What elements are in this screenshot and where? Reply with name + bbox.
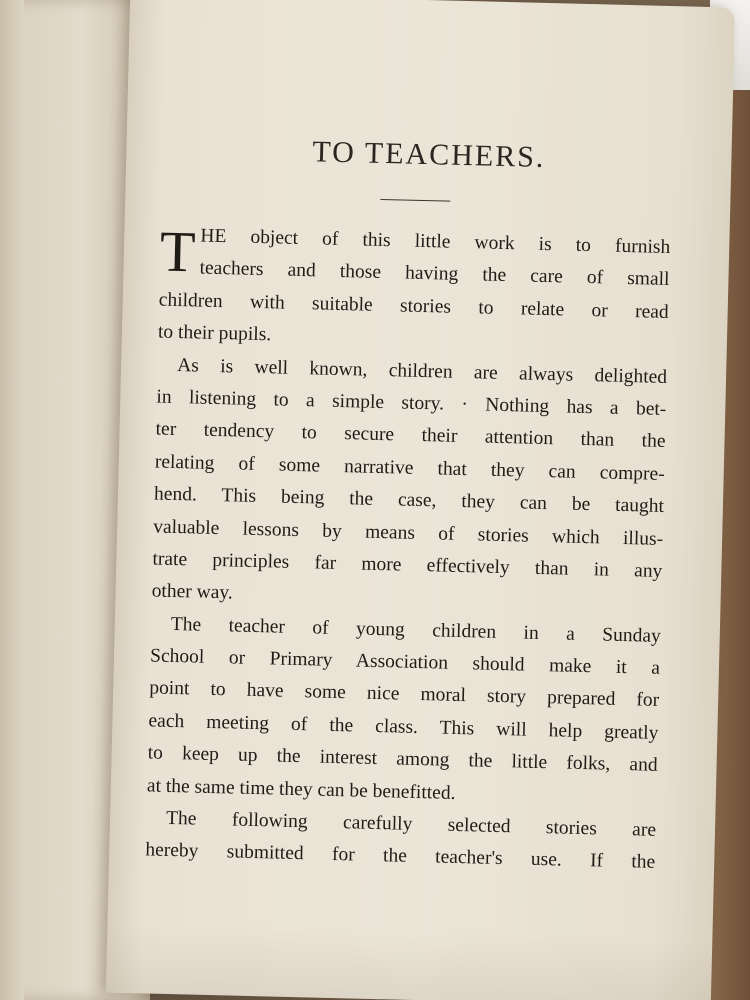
text-line: children with suitable stories to relate or read	[158, 289, 669, 323]
text-line: valuable lessons by means of stories which illus-	[153, 515, 664, 550]
paragraph-3	[147, 608, 662, 815]
text-line: each meeting of the class. This will help greatly	[148, 710, 659, 744]
text-line: other way.	[151, 580, 233, 604]
text-line: in listening to a simple story. · Nothing has a bet-	[156, 386, 667, 420]
text-line: trate principles far more effectively than in any	[152, 548, 663, 582]
text-line: School or Primary Association should make it a	[149, 645, 661, 679]
heading-divider	[380, 199, 450, 202]
text-line: hereby submitted for the teacher's use. If the	[145, 839, 656, 874]
drop-cap: T	[159, 218, 197, 285]
text-line: teachers and those having the care of small	[199, 257, 670, 291]
left-page-edge	[0, 0, 24, 1000]
text-line: point to have some nice moral story prepared for	[149, 677, 660, 712]
text-line: The teacher of young children in a Sunday	[170, 613, 662, 647]
text-line: hend. This being the case, they can be taught	[153, 483, 665, 518]
text-line: HE object of this little work is to furnish	[200, 225, 671, 259]
text-line: to their pupils.	[157, 321, 272, 346]
text-line: ter tendency to secure their attention than the	[155, 418, 666, 453]
body-text	[145, 220, 671, 880]
text-line: As is well known, children are always delighted	[176, 354, 668, 388]
paragraph-1	[158, 220, 671, 362]
text-line: relating of some narrative that they can compre-	[154, 451, 665, 485]
paragraph-2	[151, 349, 667, 621]
text-line: The following carefully selected stories are	[165, 807, 657, 841]
page-shadow	[106, 922, 713, 1000]
paragraph-4	[145, 802, 656, 879]
text-line: at the same time they can be benefitted.	[146, 775, 456, 804]
book-page	[106, 0, 735, 1000]
text-line: to keep up the interest among the little folks, and	[147, 742, 658, 777]
page-heading: TO TEACHERS.	[312, 135, 546, 174]
